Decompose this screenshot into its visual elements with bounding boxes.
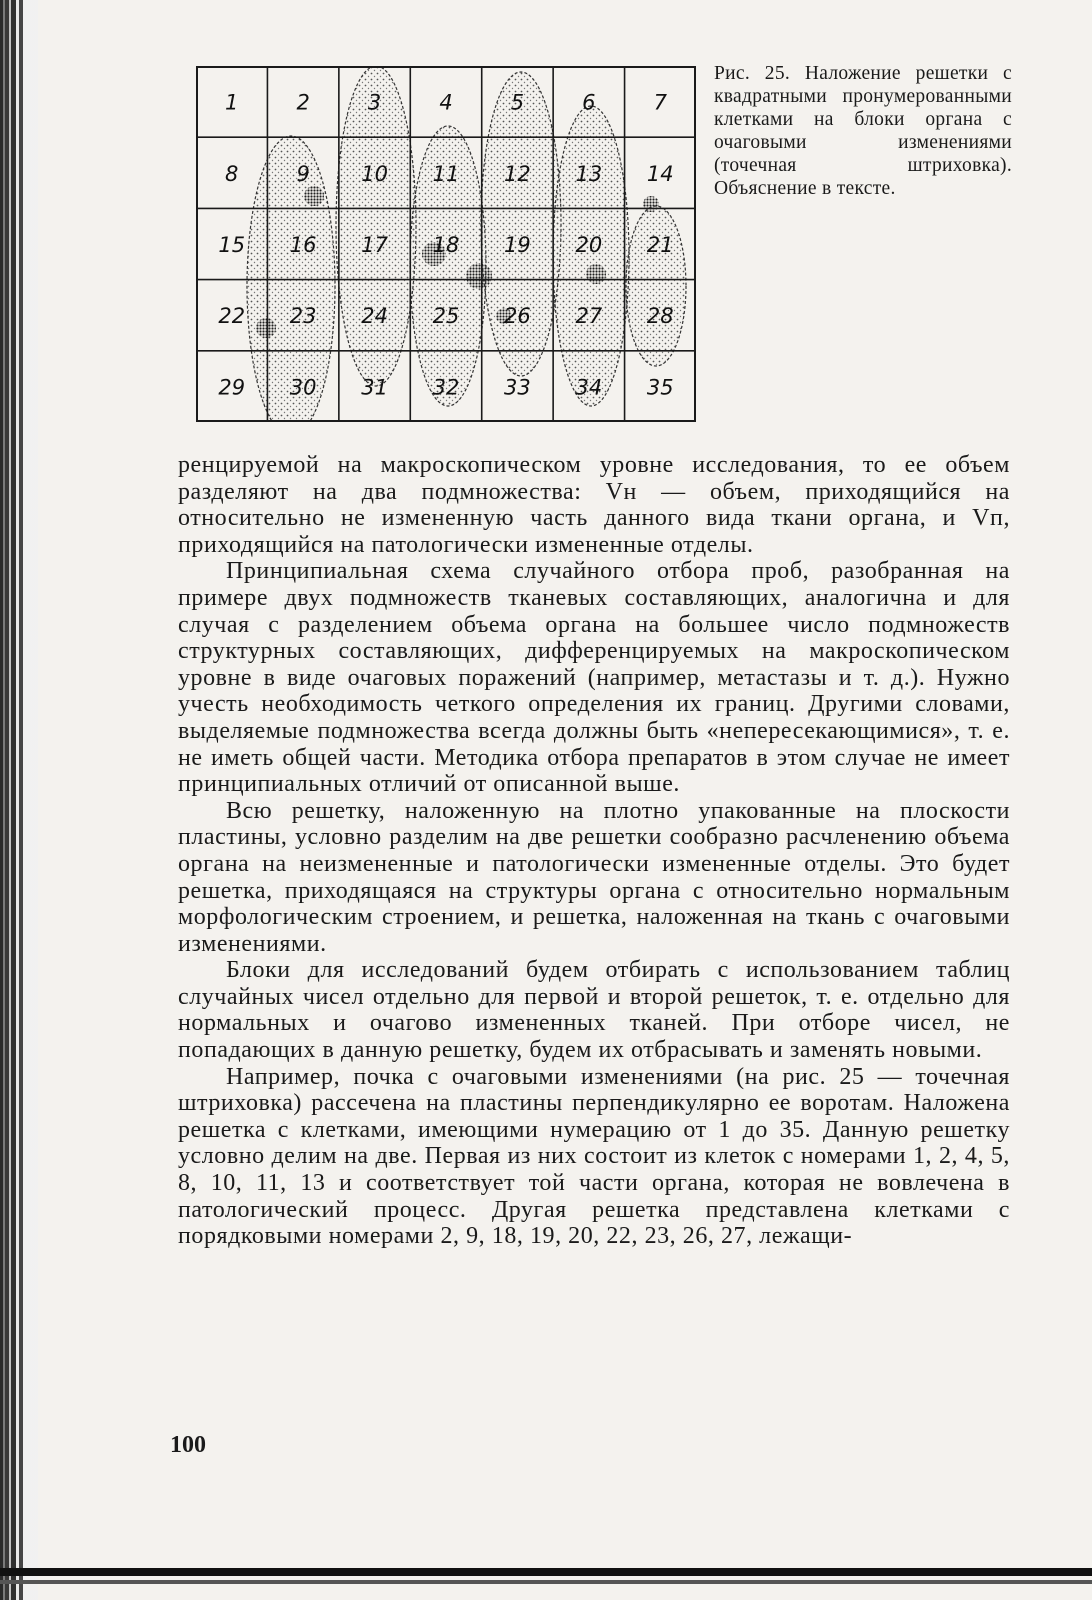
body-text [178, 452, 1010, 1250]
grid-cell-number: 32 [432, 375, 460, 400]
focal-lesion [643, 196, 659, 212]
grid-cell-number: 35 [646, 375, 674, 400]
grid-cell-number: 7 [653, 90, 667, 115]
grid-cell-number: 34 [575, 375, 603, 400]
grid-cell-number: 16 [289, 233, 317, 257]
grid-cell-number: 17 [361, 233, 388, 257]
focal-lesion [256, 318, 276, 338]
grid-cell-number: 8 [225, 161, 239, 186]
grid-cell-number: 21 [646, 233, 674, 257]
page-number: 100 [170, 1432, 206, 1458]
paragraph-3: Всю решетку, наложенную на плотно упакованные на плоскости пластины, условно разделим на две решетки сообразно расчленению объема органа на неизмененные и патологически измененные отделы. Это будет решетка, приходящаяся на структуры органа с относительно нормальным морфологическим строением, и решетка, наложенная на ткань с очаговыми изменениями. [178, 797, 1010, 957]
grid-cell-number: 13 [575, 161, 603, 186]
paragraph-2: Принципиальная схема случайного отбора проб, разобранная на примере двух подмножеств тканевых составляющих, аналогична и для случая с разделением объема органа на большее число подмножеств структурных составляющих, дифференцируемых на макроскопическом уровне в виде очаговых поражений (например, метастазы и т. д.). Нужно учесть необходимость четкого определения их границ. Другими словами, выделяемые подмножества всегда должны быть «непересекающимися», т. е. не иметь общей части. Методика отбора препаратов в этом случае не имеет принципиальных отличий от описанной выше. [178, 558, 1010, 798]
grid-cell-number: 33 [504, 375, 531, 400]
grid-cell-number: 20 [575, 233, 603, 257]
grid-cell-number: 3 [367, 90, 382, 115]
grid-cell-number: 30 [289, 375, 317, 400]
scan-bottom-edge [0, 1568, 1092, 1576]
scan-binding-edge [0, 0, 38, 1600]
grid-cell-number: 11 [432, 161, 460, 186]
figure-caption: Рис. 25. Наложение решетки с квадратными пронумерованными клетками на блоки органа с очаговыми изменениями (точечная штриховка). Объяснение в тексте. [714, 63, 1012, 199]
grid-cell-number: 25 [432, 304, 460, 329]
grid-cell-number: 6 [582, 90, 596, 115]
grid-cell-number: 9 [296, 161, 310, 186]
focal-lesion [304, 186, 324, 206]
paragraph-1: ренцируемой на макроскопическом уровне исследования, то ее объем разделяют на два подмножества: Vн — объем, приходящийся на относительно не измененную часть данного вида ткани органа, и Vп, приходящийся на патологически измененные отделы. [178, 452, 1010, 558]
grid-diagram [196, 66, 696, 422]
grid-cell-number: 10 [361, 161, 388, 186]
grid-cell-number: 18 [432, 233, 460, 257]
grid-cell-number: 12 [504, 161, 531, 186]
organ-block [626, 206, 686, 366]
focal-lesion [466, 263, 492, 289]
paragraph-5: Например, почка с очаговыми изменениями (на рис. 25 — точечная штриховка) рассечена на пластины перпендикулярно ее воротам. Наложена решетка с клетками, имеющими нумерацию от 1 до 35. Данную решетку условно делим на две. Первая из них состоит из клеток с номерами 1, 2, 4, 5, 8, 10, 11, 13 и соответствует той части органа, которая не вовлечена в патологический процесс. Другая решетка представлена клетками с порядковыми номерами 2, 9, 18, 19, 20, 22, 23, 26, 27, лежащи- [178, 1063, 1010, 1250]
grid-cell-number: 22 [218, 304, 246, 329]
focal-lesion [586, 264, 606, 284]
grid-cell-number: 29 [218, 375, 246, 400]
organ-block [481, 72, 561, 376]
grid-cell-number: 15 [218, 233, 246, 257]
grid-cell-number: 4 [439, 90, 453, 115]
grid-cell-number: 23 [289, 304, 317, 329]
grid-cell-number: 2 [296, 90, 310, 115]
grid-cell-number: 27 [575, 304, 603, 329]
grid-cell-number: 14 [646, 161, 674, 186]
grid-cell-number: 26 [504, 304, 531, 329]
grid-cell-number: 24 [361, 304, 388, 329]
figure-25 [196, 66, 696, 422]
paragraph-4: Блоки для исследований будем отбирать с использованием таблиц случайных чисел отдельно для первой и второй решеток, т. е. отдельно для нормальных и очагово измененных тканей. При отборе чисел, не попадающих в данную решетку, будем их отбрасывать и заменять новыми. [178, 957, 1010, 1064]
grid-cell-number: 31 [361, 375, 388, 400]
grid-cell-number: 19 [504, 233, 531, 257]
grid-cell-number: 1 [225, 90, 239, 115]
grid-cell-number: 5 [510, 90, 525, 115]
scan-bottom-edge-line [0, 1580, 1092, 1584]
grid-cell-number: 28 [646, 304, 674, 329]
